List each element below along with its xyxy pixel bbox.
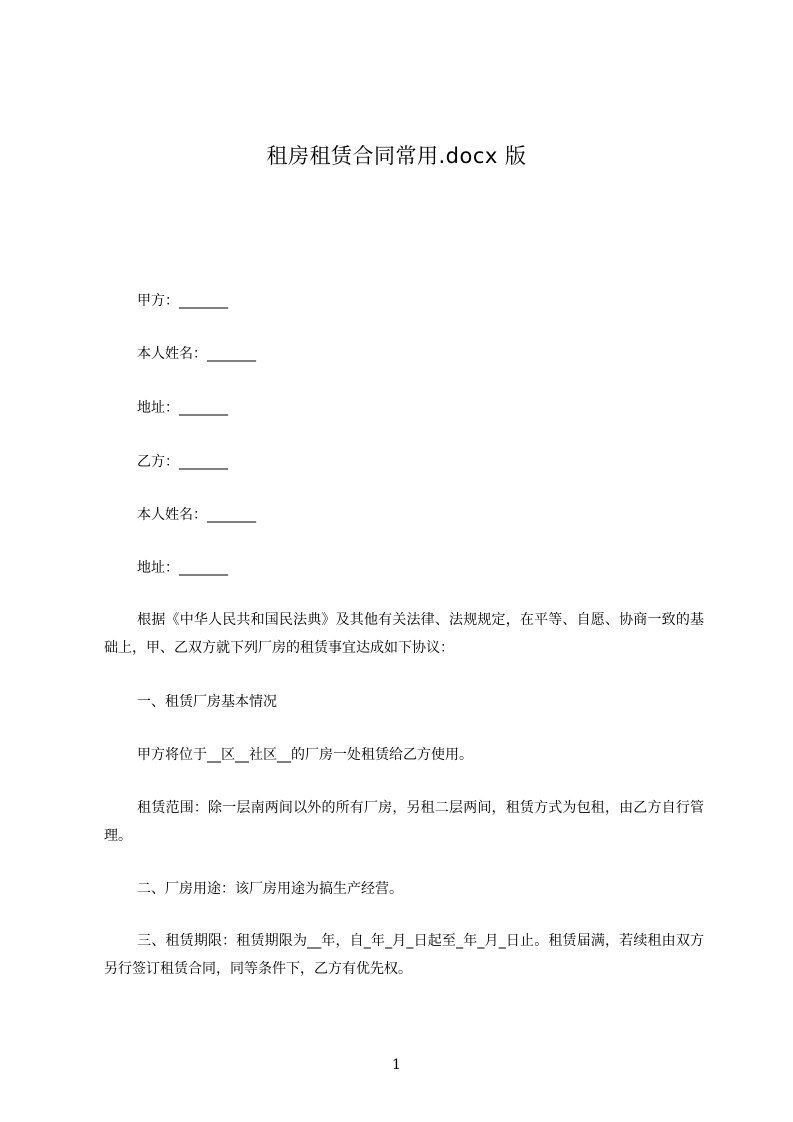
party-a-address-line: 地址：_______ [137,400,228,416]
party-a-line: 甲方：_______ [137,293,228,309]
intro-paragraph [104,606,704,662]
document-title: 租房租赁合同常用.docx 版 [266,144,527,168]
party-a-name-line: 本人姓名：_______ [137,346,256,362]
page-number: 1 [392,1057,401,1073]
intro-text: 根据《中华人民共和国民法典》及其他有关法律、法规规定，在平等、自愿、协商一致的基础上，甲、乙双方就下列厂房的租赁事宜达成如下协议： [104,612,704,656]
section1-scope-paragraph [104,794,704,850]
section3-text: 三、租赁期限：租赁期限为__年，自_年_月_日起至_年_月_日止。租赁届满，若续租由双方另行签订租赁合同，同等条件下，乙方有优先权。 [104,933,704,977]
section1-scope-text: 租赁范围：除一层南两间以外的所有厂房，另租二层两间，租赁方式为包租，由乙方自行管理。 [104,800,704,844]
section2-paragraph: 二、厂房用途：该厂房用途为搞生产经营。 [137,881,403,897]
party-b-name-line: 本人姓名：_______ [137,507,256,523]
section1-heading: 一、租赁厂房基本情况 [137,694,277,710]
party-b-line: 乙方：_______ [137,454,228,470]
party-b-address-line: 地址：_______ [137,560,228,576]
section3-paragraph [104,927,704,983]
section1-location: 甲方将位于__区__社区__的厂房一处租赁给乙方使用。 [137,747,473,763]
